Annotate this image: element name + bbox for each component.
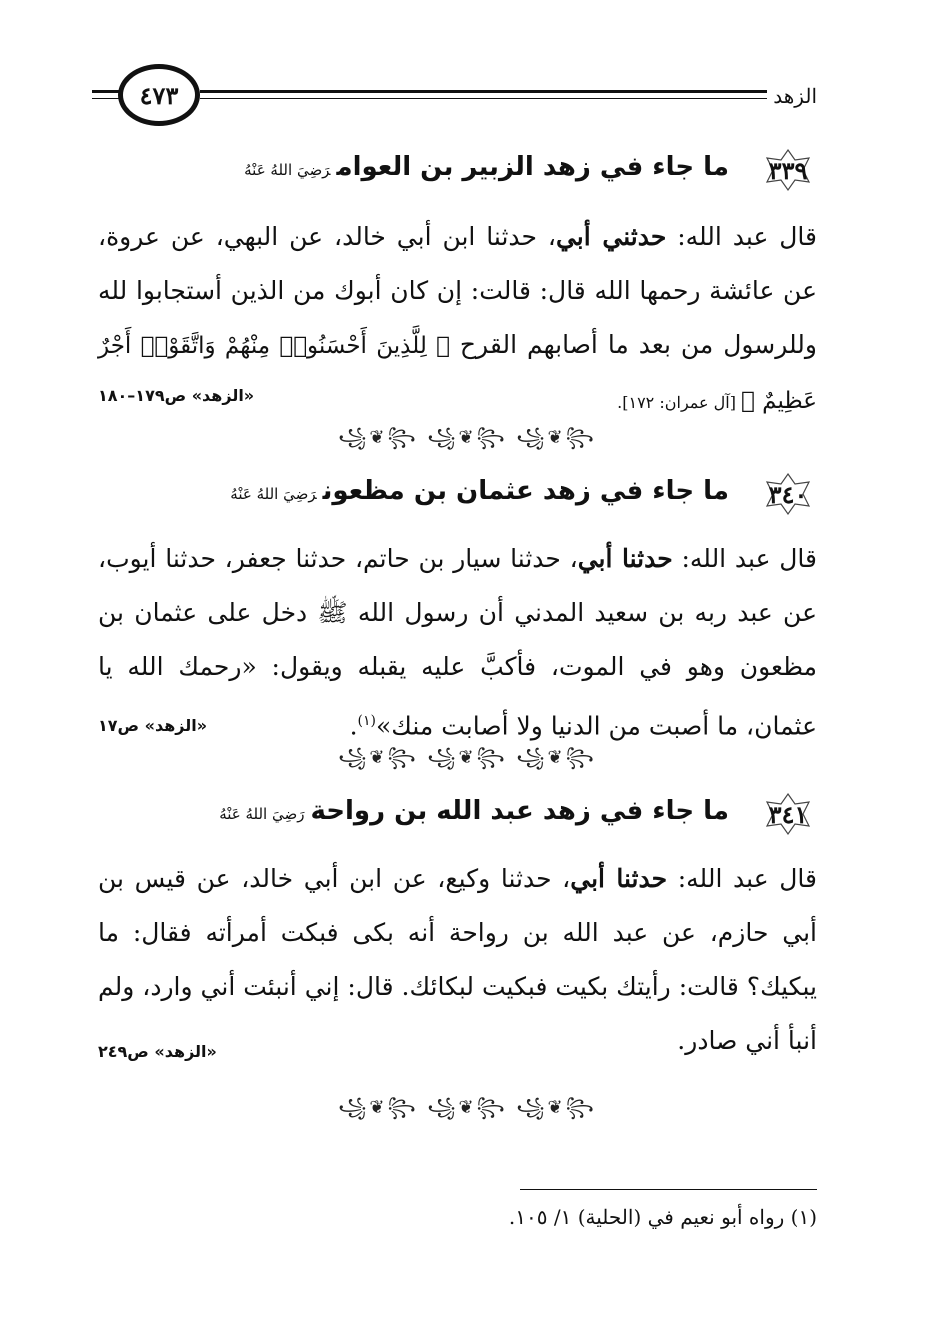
section-title: ما جاء في زهد عبد الله بن رواحةرَضِيَ اللهُ عَنْهُ <box>219 796 729 826</box>
section-body: قال عبد الله: حدثنا أبي، حدثنا وكيع، عن ابن أبي خالد، عن قيس بن أبي حازم، عن عبد الله بن رواحة أنه بكى فبكت أمرأته فقال: ما يبكيك؟ قالت: رأيتك بكيت فبكيت لبكائك. قال: إني أنبئت أني وارد، ولم أنبأ أني صادر. <box>98 864 817 1055</box>
section-body: قال عبد الله: حدثني أبي، حدثنا ابن أبي خالد، عن البهي، عن عروة، عن عائشة رحمها الله قال: قالت: إن كان أبوك من الذين أستجابوا لله وللرسول من بعد ما أصابهم القرح ﴿ لِلَّذِينَ أَحْسَنُوا۟ مِنْهُمْ وَاتَّقَوْا۟ أَجْرٌ عَظِيمٌ ﴾ [آل عمران: ١٧٢]. <box>98 222 817 414</box>
page-number: ٤٧٣ <box>139 80 179 110</box>
running-head: الزهد <box>767 84 817 108</box>
source-339: «الزهد» ص١٧٩–١٨٠ <box>98 386 255 405</box>
section-title: ما جاء في زهد الزبير بن العوامرَضِيَ اللهُ عَنْهُ <box>244 152 729 182</box>
honorific: رَضِيَ اللهُ عَنْهُ <box>244 161 331 179</box>
ornament-divider: ꧁❦꧂ ꧁❦꧂ ꧁❦꧂ <box>338 747 597 768</box>
footnote: (١) رواه أبو نعيم في (الحلية) ١/ ١٠٥. <box>508 1205 817 1229</box>
header-rule-right-thin <box>200 98 817 99</box>
section-341 <box>98 792 817 1068</box>
section-number: ٣٣٩ <box>768 155 808 185</box>
section-title: ما جاء في زهد عثمان بن مظعونرَضِيَ اللهُ عَنْهُ <box>230 476 729 506</box>
narration-bold: حدثنا أبي <box>570 864 668 893</box>
section-number-badge <box>759 472 817 516</box>
quran-reference: [آل عمران: ١٧٢]. <box>617 393 742 412</box>
ornament-divider: ꧁❦꧂ ꧁❦꧂ ꧁❦꧂ <box>338 427 597 448</box>
section-title-row <box>98 792 817 842</box>
source-340: «الزهد» ص١٧ <box>98 716 208 735</box>
honorific: رَضِيَ اللهُ عَنْهُ <box>219 805 305 823</box>
source-341: «الزهد» ص٢٤٩ <box>98 1042 217 1061</box>
section-340 <box>98 472 817 753</box>
section-title-row <box>98 148 817 198</box>
section-number: ٣٤٠ <box>768 479 808 509</box>
narration-bold: حدثني أبي <box>555 222 667 251</box>
quran-verse: ﴿ لِلَّذِينَ أَحْسَنُوا۟ مِنْهُمْ وَاتَّقَوْا۟ أَجْرٌ عَظِيمٌ ﴾ <box>98 333 817 414</box>
footnote-marker[interactable]: (١) <box>357 713 376 729</box>
section-body: قال عبد الله: حدثنا أبي، حدثنا سيار بن حاتم، حدثنا جعفر، حدثنا أيوب، عن عبد ربه بن سعيد المدني أن رسول الله ﷺ دخل على عثمان بن مظعون وهو في الموت، فأكبَّ عليه يقبله ويقول: «رحمك الله يا عثمان، ما أصبت من الدنيا ولا أصابت منك»$^{(١)}$. <box>98 544 817 741</box>
header-rule-right <box>200 90 817 93</box>
honorific: رَضِيَ اللهُ عَنْهُ <box>230 485 317 503</box>
footnote-rule <box>520 1189 817 1190</box>
page-number-oval <box>118 64 200 126</box>
section-number-badge <box>759 148 817 192</box>
section-number: ٣٤١ <box>768 799 808 829</box>
section-title-row <box>98 472 817 522</box>
section-number-badge <box>759 792 817 836</box>
ornament-divider: ꧁❦꧂ ꧁❦꧂ ꧁❦꧂ <box>338 1097 597 1118</box>
narration-bold: حدثنا أبي <box>577 544 673 573</box>
